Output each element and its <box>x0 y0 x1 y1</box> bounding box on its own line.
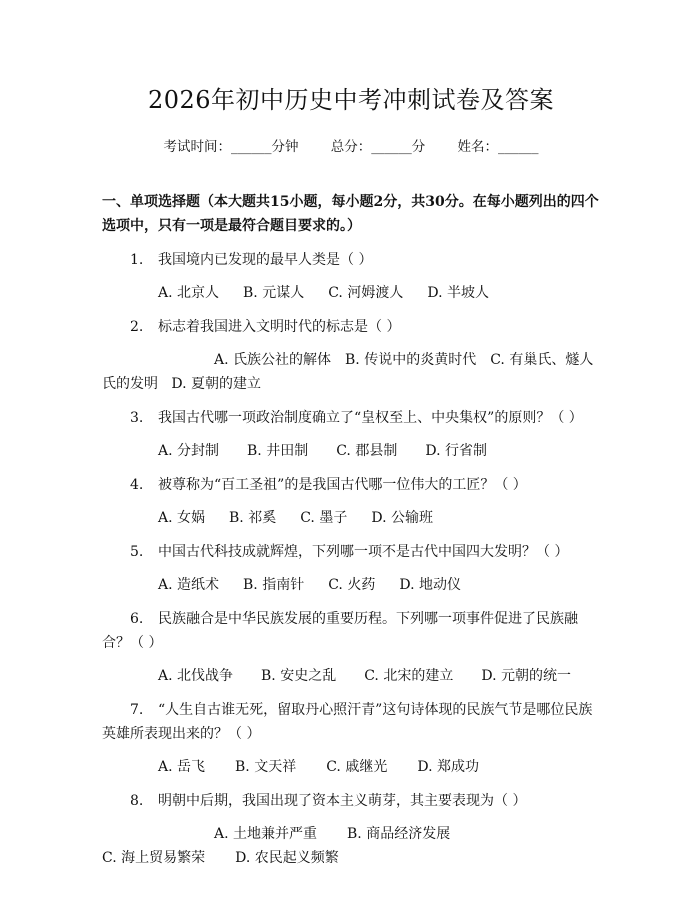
option-a[interactable]: A. 分封制 <box>158 443 220 459</box>
question-stem: 我国古代哪一项政治制度确立了“皇权至上、中央集权”的原则？（ ） <box>158 410 583 426</box>
exam-meta <box>102 136 600 158</box>
question-stem: 民族融合是中华民族发展的重要历程。下列哪一项事件促进了民族融合？（ ） <box>102 611 578 651</box>
question-6 <box>102 607 600 688</box>
option-a[interactable]: A. 北京人 <box>158 285 220 301</box>
option-d[interactable]: D. 夏朝的建立 <box>171 376 261 392</box>
option-c[interactable]: C. 火药 <box>328 577 376 593</box>
total-score-field: 总分：______分 <box>330 139 426 155</box>
question-stem: 被尊称为“百工圣祖”的是我国古代哪一位伟大的工匠？（ ） <box>158 477 527 493</box>
question-8 <box>102 789 600 870</box>
question-number: 8. <box>130 793 144 809</box>
option-c[interactable]: C. 河姆渡人 <box>328 285 404 301</box>
option-c[interactable]: C. 戚继光 <box>326 759 388 775</box>
question-stem: “人生自古谁无死，留取丹心照汗青”这句诗体现的民族气节是哪位民族英雄所表现出来的？（ ） <box>102 702 593 742</box>
option-a[interactable]: A. 岳飞 <box>158 759 206 775</box>
option-c[interactable]: C. 郡县制 <box>336 443 398 459</box>
option-b[interactable]: B. 文天祥 <box>235 759 297 775</box>
question-options <box>102 439 600 463</box>
question-1 <box>102 248 600 305</box>
option-b[interactable]: B. 指南针 <box>243 577 305 593</box>
option-d[interactable]: D. 郑成功 <box>417 759 479 775</box>
question-options <box>102 755 600 779</box>
question-2 <box>102 315 600 396</box>
option-d[interactable]: D. 行省制 <box>425 443 487 459</box>
question-stem: 标志着我国进入文明时代的标志是（ ） <box>158 319 401 335</box>
option-d[interactable]: D. 农民起义频繁 <box>235 850 339 866</box>
option-d[interactable]: D. 半坡人 <box>427 285 489 301</box>
option-b[interactable]: B. 商品经济发展 <box>347 826 451 842</box>
question-number: 1. <box>130 252 144 268</box>
section-heading: 一、单项选择题（本大题共15小题，每小题2分，共30分。在每小题列出的四个选项中，只有一项是最符合题目要求的。） <box>102 194 599 234</box>
exam-title: 2026年初中历史中考冲刺试卷及答案 <box>147 86 555 114</box>
question-number: 3. <box>130 410 144 426</box>
question-options <box>102 822 600 870</box>
question-5 <box>102 540 600 597</box>
option-b[interactable]: B. 安史之乱 <box>261 668 337 684</box>
option-b[interactable]: B. 井田制 <box>247 443 309 459</box>
option-a[interactable]: A. 女娲 <box>158 510 206 526</box>
question-number: 7. <box>130 702 144 718</box>
option-a[interactable]: A. 氏族公社的解体 <box>214 352 332 368</box>
question-stem: 明朝中后期，我国出现了资本主义萌芽，其主要表现为（ ） <box>158 793 527 809</box>
question-4 <box>102 473 600 530</box>
question-options <box>102 348 600 396</box>
option-c[interactable]: C. 墨子 <box>300 510 348 526</box>
option-d[interactable]: D. 地动仪 <box>399 577 461 593</box>
question-3 <box>102 406 600 463</box>
option-a[interactable]: A. 造纸术 <box>158 577 220 593</box>
question-options <box>102 573 600 597</box>
option-b[interactable]: B. 祁奚 <box>229 510 277 526</box>
exam-time-field: 考试时间：______分钟 <box>163 139 299 155</box>
option-d[interactable]: D. 元朝的统一 <box>481 668 571 684</box>
question-number: 2. <box>130 319 144 335</box>
option-b[interactable]: B. 元谋人 <box>243 285 305 301</box>
question-number: 4. <box>130 477 144 493</box>
option-a[interactable]: A. 北伐战争 <box>158 668 234 684</box>
question-stem: 中国古代科技成就辉煌，下列哪一项不是古代中国四大发明？（ ） <box>158 544 569 560</box>
option-c[interactable]: C. 有巢氏、燧人氏的发明 <box>102 352 594 392</box>
question-number: 6. <box>130 611 144 627</box>
question-number: 5. <box>130 544 144 560</box>
question-options <box>102 506 600 530</box>
option-b[interactable]: B. 传说中的炎黄时代 <box>345 352 477 368</box>
option-c[interactable]: C. 北宋的建立 <box>364 668 454 684</box>
option-c[interactable]: C. 海上贸易繁荣 <box>102 850 206 866</box>
question-7 <box>102 698 600 779</box>
option-d[interactable]: D. 公输班 <box>371 510 433 526</box>
question-options <box>102 664 600 688</box>
question-options <box>102 281 600 305</box>
student-name-field: 姓名：______ <box>457 139 539 155</box>
question-stem: 我国境内已发现的最早人类是（ ） <box>158 252 373 268</box>
option-a[interactable]: A. 土地兼并严重 <box>214 826 318 842</box>
